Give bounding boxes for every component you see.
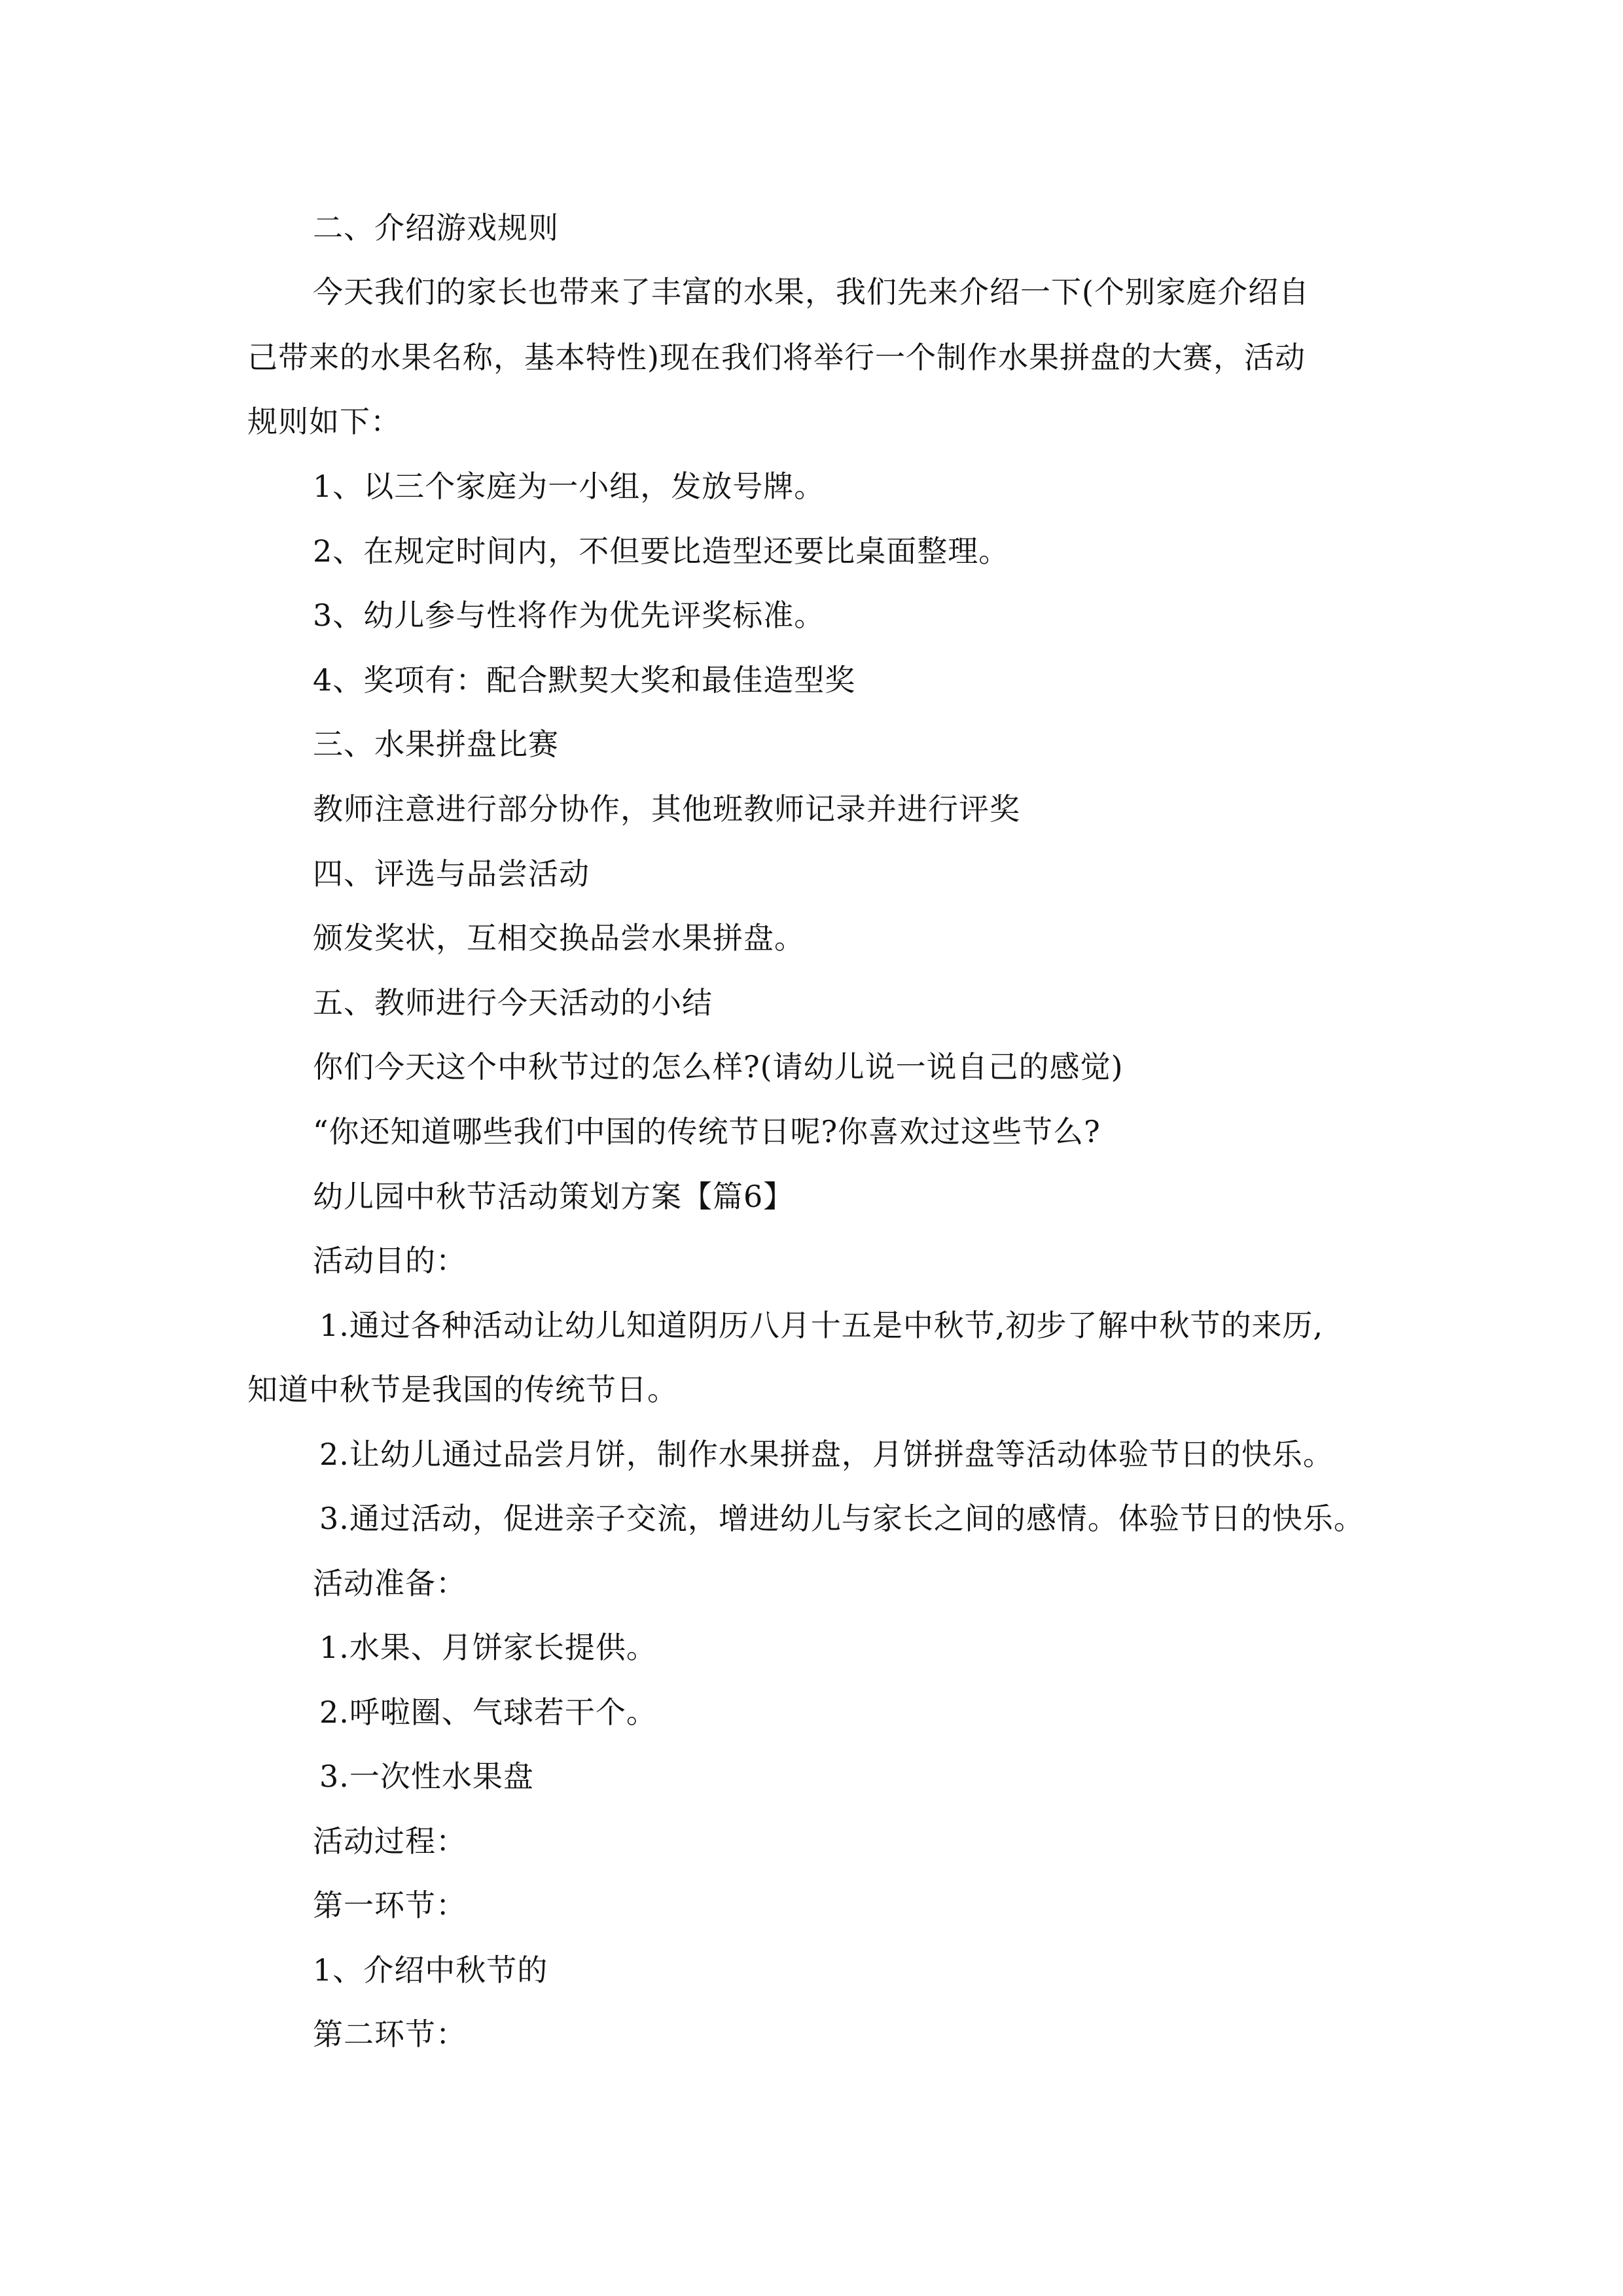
list-item: 3.通过活动，促进亲子交流，增进幼儿与家长之间的感情。体验节日的快乐。 [319, 1501, 1364, 1536]
list-item: 2、在规定时间内，不但要比造型还要比桌面整理。 [313, 533, 1010, 569]
paragraph-line: 今天我们的家长也带来了丰富的水果，我们先来介绍一下(个别家庭介绍自 [313, 274, 1310, 310]
section-heading-preparation: 活动准备： [313, 1566, 467, 1601]
paragraph-line: 颁发奖状，互相交换品尝水果拼盘。 [313, 920, 805, 956]
paragraph-line: “你还知道哪些我们中国的传统节日呢?你喜欢过这些节么? [313, 1114, 1101, 1149]
list-item: 3、幼儿参与性将作为优先评奖标准。 [313, 598, 825, 633]
section-heading-judging: 四、评选与品尝活动 [313, 856, 590, 891]
list-item: 2.让幼儿通过品尝月饼，制作水果拼盘，月饼拼盘等活动体验节日的快乐。 [319, 1437, 1334, 1472]
section-heading-rules: 二、介绍游戏规则 [313, 210, 559, 245]
section-heading-process: 活动过程： [313, 1823, 467, 1859]
article-title: 幼儿园中秋节活动策划方案【篇6】 [313, 1179, 794, 1214]
paragraph-line: 教师注意进行部分协作，其他班教师记录并进行评奖 [313, 791, 1020, 827]
section-heading-goals: 活动目的： [313, 1243, 467, 1278]
list-item: 3.一次性水果盘 [319, 1759, 534, 1794]
list-item: 2.呼啦圈、气球若干个。 [319, 1695, 657, 1730]
subsection-heading: 第一环节： [313, 1888, 467, 1923]
subsection-heading: 第二环节： [313, 2017, 467, 2052]
section-heading-contest: 三、水果拼盘比赛 [313, 726, 559, 762]
list-item: 1.通过各种活动让幼儿知道阴历八月十五是中秋节,初步了解中秋节的来历, [319, 1308, 1324, 1343]
list-item: 1、介绍中秋节的 [313, 1952, 548, 1988]
section-heading-summary: 五、教师进行今天活动的小结 [313, 985, 713, 1020]
paragraph-line: 己带来的水果名称，基本特性)现在我们将举行一个制作水果拼盘的大赛，活动 [247, 340, 1306, 375]
list-item: 4、奖项有：配合默契大奖和最佳造型奖 [313, 662, 856, 698]
list-item: 1、以三个家庭为一小组，发放号牌。 [313, 469, 825, 504]
paragraph-line: 规则如下： [247, 404, 401, 439]
paragraph-line: 知道中秋节是我国的传统节日。 [247, 1372, 678, 1407]
list-item: 1.水果、月饼家长提供。 [319, 1630, 657, 1665]
paragraph-line: 你们今天这个中秋节过的怎么样?(请幼儿说一说自己的感觉) [313, 1049, 1124, 1085]
